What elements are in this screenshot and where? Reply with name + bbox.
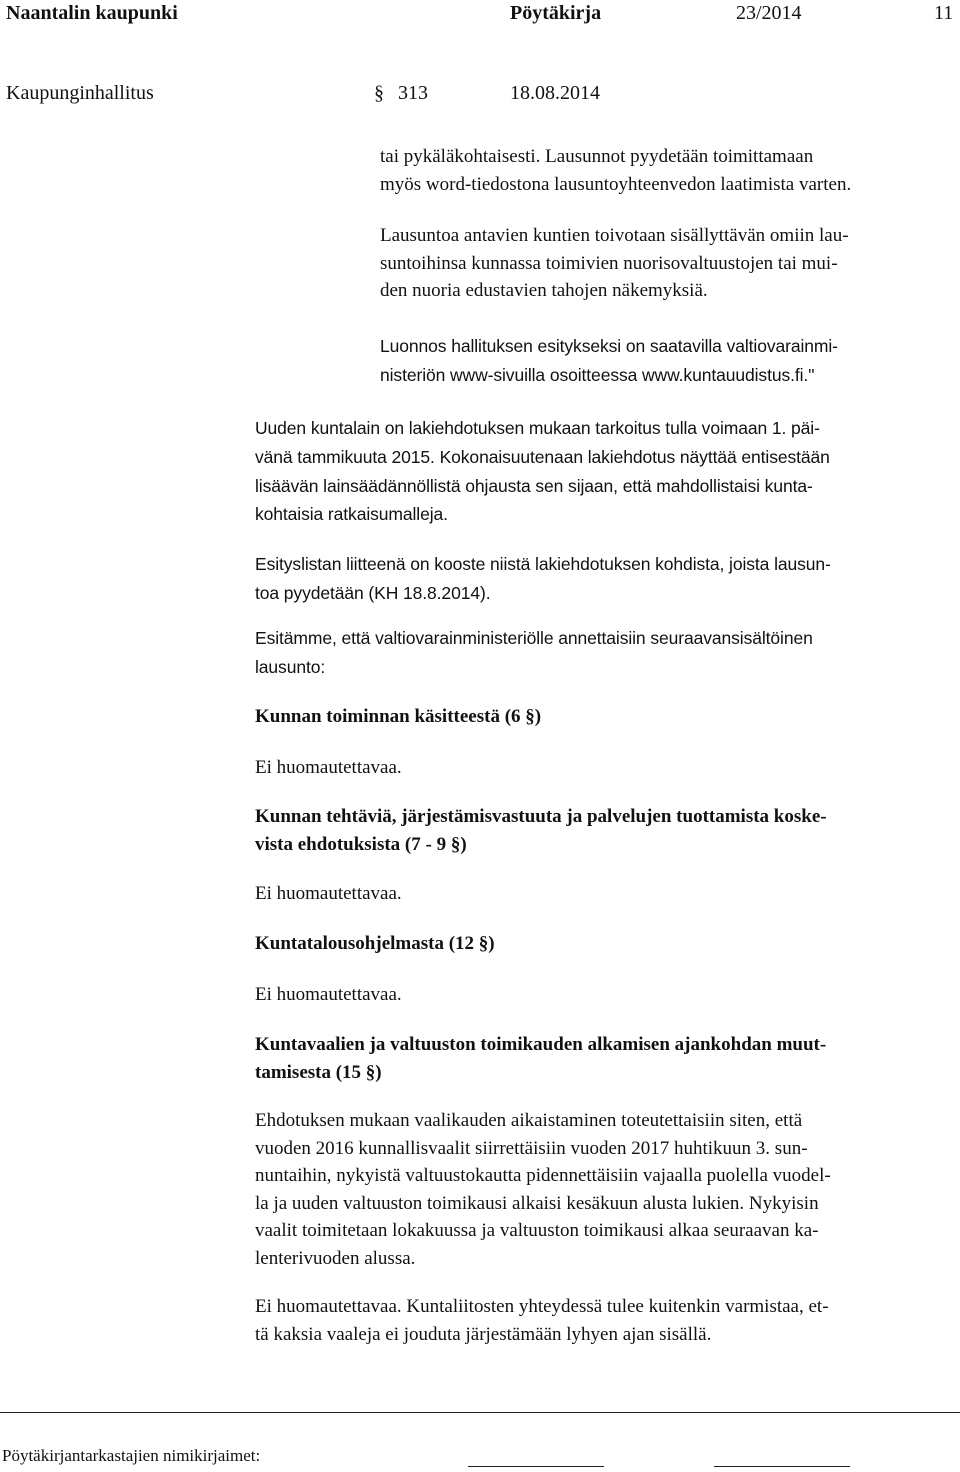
statement-response-2: Ei huomautettavaa. [255, 883, 402, 904]
section-number: 313 [398, 82, 428, 104]
signatures-label: Pöytäkirjantarkastajien nimikirjaimet: [2, 1446, 261, 1465]
meeting-date: 18.08.2014 [510, 82, 600, 104]
statement-heading-2: Kunnan tehtäviä, järjestämisvastuuta ja palvelujen tuottamista koske- vista ehdotuksista (7 - 9 §) [255, 806, 827, 855]
document-number: 23/2014 [736, 2, 802, 24]
statement-response-1: Ei huomautettavaa. [255, 757, 402, 778]
statement-heading-1: Kunnan toiminnan käsitteestä (6 §) [255, 706, 542, 727]
statement-heading-3: Kuntatalousohjelmasta (12 §) [255, 933, 495, 954]
statement-heading-4: Kuntavaalien ja valtuuston toimikauden alkamisen ajankohdan muut- tamisesta (15 §) [255, 1034, 827, 1083]
quote-paragraph-2: Lausuntoa antavien kuntien toivotaan sisällyttävän omiin lau- suntoihinsa kunnassa toimivien nuorisovaltuustojen tai mui- den nuoria edustavien tahojen näkemyksiä. [380, 225, 849, 301]
page-number: 11 [934, 2, 954, 24]
document-type: Pöytäkirja [510, 2, 602, 24]
statement-paragraph-5: Ei huomautettavaa. Kuntaliitosten yhteydessä tulee kuitenkin varmistaa, et- tä kaksia vaaleja ei jouduta järjestämään lyhyen ajan sisällä. [255, 1296, 829, 1345]
body-paragraph-3: Esitämme, että valtiovarainministeriölle annettaisiin seuraavansisältöinen lausunto: [255, 628, 813, 677]
quote-paragraph-1: tai pykäläkohtaisesti. Lausunnot pyydetään toimittamaan myös word-tiedostona lausuntoyhteenvedon laatimista varten. [380, 146, 852, 195]
meeting-body: Kaupunginhallitus [6, 82, 154, 104]
city-name: Naantalin kaupunki [6, 2, 178, 24]
body-paragraph-2: Esityslistan liitteenä on kooste niistä lakiehdotuksen kohdista, joista lausun- toa pyydetään (KH 18.8.2014). [255, 554, 831, 603]
statement-paragraph-4: Ehdotuksen mukaan vaalikauden aikaistaminen toteutettaisiin siten, että vuoden 2016 kunnallisvaalit siirrettäisiin vuoden 2017 huhtikuun 3. sun- nuntaihin, nykyistä valtuustokautta pidennettäisiin vajaalla puolella vuodel- la ja uuden valtuuston toimikausi alkaisi kesäkuun alusta lukien. Nykyisin vaalit toimitetaan lokakuussa ja valtuuston toimikausi alkaa seuraavan ka- lenterivuoden alussa. [255, 1110, 831, 1269]
body-paragraph-1: Uuden kuntalain on lakiehdotuksen mukaan tarkoitus tulla voimaan 1. päi- vänä tammikuuta 2015. Kokonaisuutenaan lakiehdotus näyttää entisestään lisäävän lainsäädännöllistä ohjausta sen sijaan, että mahdollistaisi kunta- kohtaisia ratkaisumalleja. [255, 418, 830, 525]
signature-line-1 [468, 1466, 604, 1467]
section-sign: § [374, 82, 384, 104]
quote-paragraph-3: Luonnos hallituksen esitykseksi on saatavilla valtiovarainmi- nisteriön www-sivuilla osoitteessa www.kuntauudistus.fi." [380, 336, 838, 385]
footer-rule [0, 1412, 960, 1413]
signature-line-2 [714, 1466, 850, 1467]
statement-response-3: Ei huomautettavaa. [255, 984, 402, 1005]
